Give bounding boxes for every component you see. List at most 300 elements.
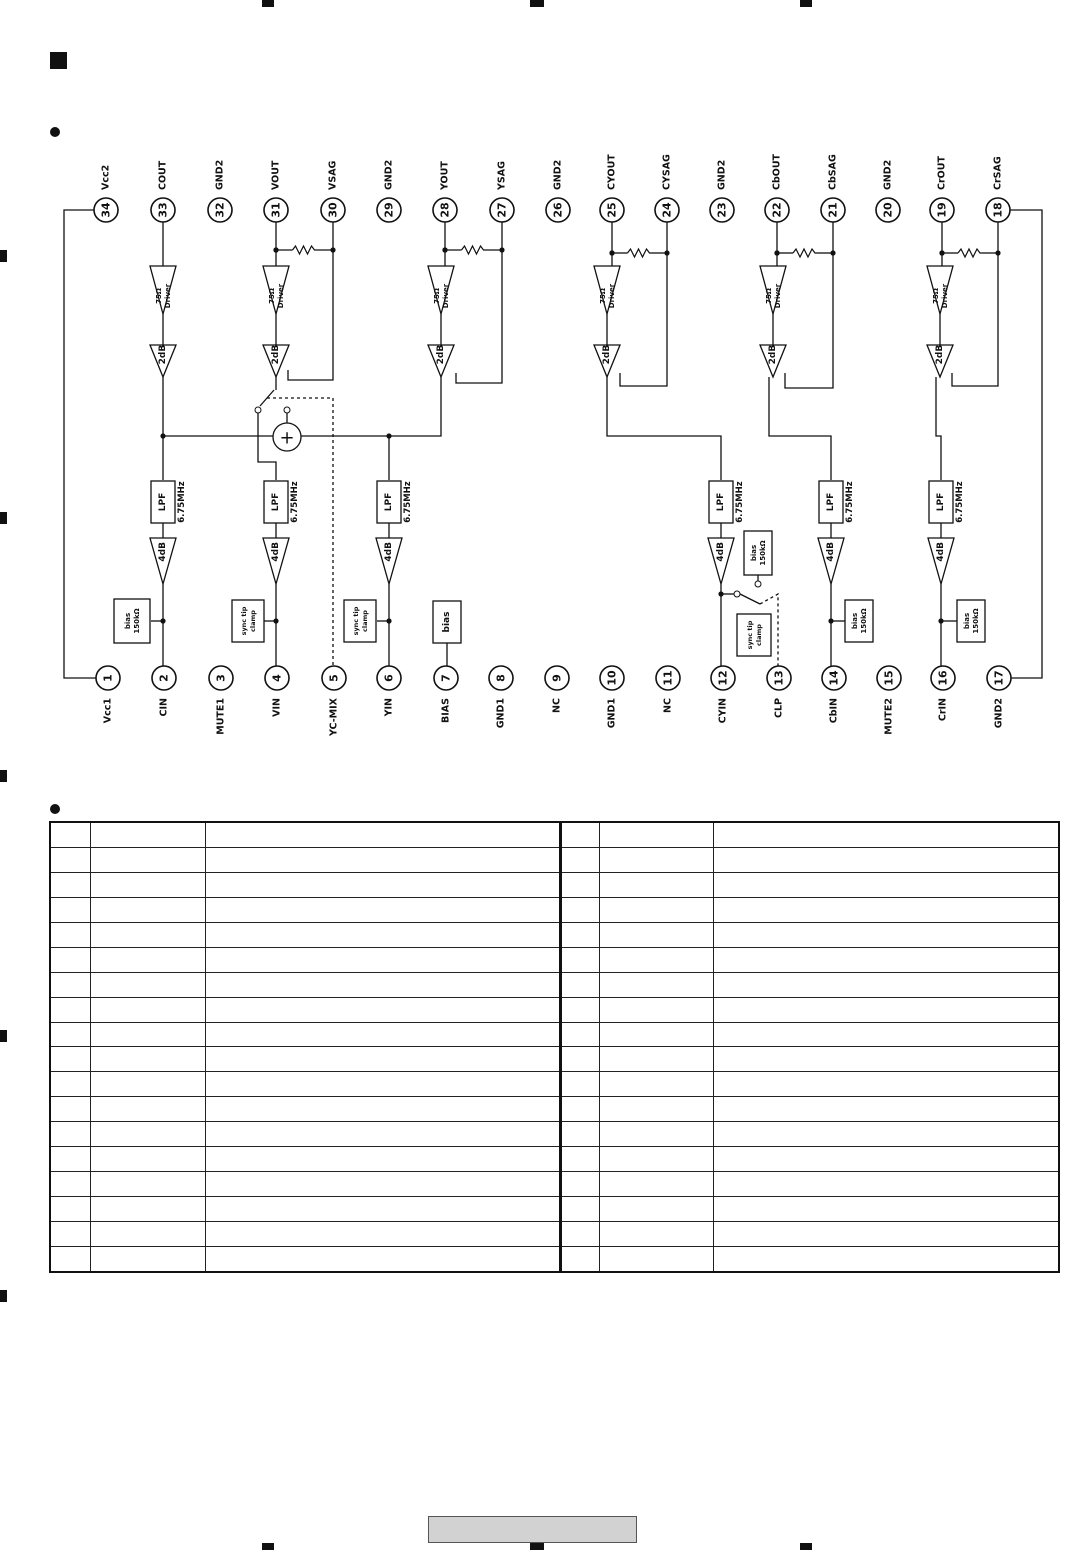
table-row <box>50 1047 1059 1072</box>
wire <box>740 594 760 604</box>
amp-2db-label: 2dB <box>436 344 446 365</box>
table-cell <box>714 1222 1060 1247</box>
section-marker <box>50 52 67 69</box>
registration-mark <box>800 1543 812 1550</box>
table-cell <box>714 1097 1060 1122</box>
clamp-block-label: clamp <box>755 624 763 646</box>
pin-number: 17 <box>992 670 1006 686</box>
lpf-label: LPF <box>716 492 726 512</box>
wire <box>288 250 333 380</box>
table-cell <box>50 897 91 922</box>
pin-label: VOUT <box>270 160 282 190</box>
table-cell <box>91 822 206 847</box>
pin-number: 19 <box>935 202 949 218</box>
junction-dot <box>330 247 335 252</box>
wire <box>952 222 998 386</box>
table-cell <box>714 947 1060 972</box>
registration-mark <box>800 0 812 7</box>
junction-dot <box>273 247 278 252</box>
driver-label: Driver <box>164 283 172 309</box>
junction-dot <box>160 618 165 623</box>
plus-icon: + <box>279 427 295 449</box>
table-row <box>50 1147 1059 1172</box>
pin-label: GND2 <box>552 159 564 190</box>
table-cell <box>50 1122 91 1147</box>
clamp-block <box>344 600 376 642</box>
pin-number: 23 <box>715 202 729 218</box>
amp-2db-label: 2dB <box>271 344 281 365</box>
pin-label: Vcc2 <box>100 164 112 190</box>
registration-mark <box>0 1030 7 1042</box>
table-cell <box>206 872 561 897</box>
table-cell <box>600 1047 714 1072</box>
table-cell <box>91 922 206 947</box>
junction-dot <box>830 250 835 255</box>
bias-block-label: bias <box>750 544 758 562</box>
table-row <box>50 972 1059 997</box>
table-cell <box>91 1246 206 1272</box>
table-cell <box>206 1022 561 1047</box>
table-row <box>50 922 1059 947</box>
driver-label: 75Ω <box>765 288 773 304</box>
pin-label: GND1 <box>495 698 507 729</box>
pin-label: VIN <box>271 698 283 717</box>
table-cell <box>600 847 714 872</box>
table-row <box>50 1222 1059 1247</box>
pin-label: YIN <box>383 698 395 717</box>
lpf-label: LPF <box>158 492 168 512</box>
driver-75ohm <box>594 266 620 314</box>
table-cell <box>714 1047 1060 1072</box>
table-cell <box>50 847 91 872</box>
switch-contact <box>755 581 761 587</box>
lpf-freq-label: 6.75MHz <box>177 481 187 523</box>
table-cell <box>714 1172 1060 1197</box>
table-cell <box>600 1246 714 1272</box>
driver-75ohm <box>150 266 176 314</box>
amp-4db-label: 4dB <box>158 542 168 562</box>
pin-label: Vcc1 <box>102 698 114 724</box>
table-cell <box>600 1097 714 1122</box>
wire <box>301 377 441 436</box>
junction-dot <box>160 433 165 438</box>
resistor <box>958 249 982 257</box>
pin-label: MUTE1 <box>215 698 227 735</box>
pin-number: 33 <box>156 202 170 218</box>
table-cell <box>600 1022 714 1047</box>
pin-number: 7 <box>439 674 453 682</box>
driver-label: Driver <box>774 283 782 309</box>
amp-2db-label: 2dB <box>935 344 945 365</box>
pin-label: CIN <box>158 698 170 717</box>
clamp-block <box>737 614 771 656</box>
pin-number: 27 <box>495 202 509 218</box>
pin-number: 30 <box>326 202 340 218</box>
table-cell <box>561 1097 600 1122</box>
components <box>114 246 1001 656</box>
wires <box>64 210 1042 678</box>
pin-number: 20 <box>881 202 895 218</box>
table-cell <box>600 897 714 922</box>
pin-number: 4 <box>270 674 284 682</box>
switch-contact <box>284 407 290 413</box>
clamp-block-label: clamp <box>361 610 369 632</box>
wire <box>258 413 276 480</box>
table-cell <box>714 822 1060 847</box>
table-cell <box>600 972 714 997</box>
driver-label: Driver <box>442 283 450 309</box>
registration-mark <box>262 0 274 7</box>
table-cell <box>600 822 714 847</box>
table-cell <box>561 847 600 872</box>
table-cell <box>206 997 561 1022</box>
table-cell <box>50 1047 91 1072</box>
table-cell <box>561 822 600 847</box>
pin-label: GND2 <box>993 698 1005 729</box>
pin-number: 5 <box>327 674 341 682</box>
junction-dot <box>499 247 504 252</box>
table-cell <box>561 1122 600 1147</box>
table-cell <box>50 872 91 897</box>
clamp-block-label: sync tip <box>746 620 754 650</box>
pin-label: GND2 <box>214 159 226 190</box>
table-cell <box>91 1197 206 1222</box>
table-row <box>50 1022 1059 1047</box>
table-cell <box>206 1122 561 1147</box>
table-cell <box>50 1097 91 1122</box>
table-cell <box>561 1197 600 1222</box>
table-cell <box>561 872 600 897</box>
table-cell <box>91 1047 206 1072</box>
table-cell <box>714 1072 1060 1097</box>
table-row <box>50 872 1059 897</box>
switch-contact <box>255 407 261 413</box>
table-cell <box>50 1222 91 1247</box>
lpf-freq-label: 6.75MHz <box>845 481 855 523</box>
table-cell <box>91 1172 206 1197</box>
table-cell <box>600 997 714 1022</box>
table-cell <box>714 1122 1060 1147</box>
driver-75ohm <box>927 266 953 314</box>
pin-label: CYSAG <box>661 154 673 190</box>
table-cell <box>561 1022 600 1047</box>
resistor <box>462 246 486 254</box>
table-cell <box>91 1072 206 1097</box>
pin-number: 8 <box>494 674 508 682</box>
lpf-freq-label: 6.75MHz <box>735 481 745 523</box>
pin-label: CYOUT <box>606 154 618 190</box>
pin-label: NC <box>662 698 674 713</box>
table-cell <box>91 897 206 922</box>
table-cell <box>561 897 600 922</box>
table-cell <box>50 1172 91 1197</box>
table-cell <box>714 1197 1060 1222</box>
pin-label: GND2 <box>383 159 395 190</box>
registration-mark <box>262 1543 274 1550</box>
table-cell <box>561 1072 600 1097</box>
table-cell <box>91 847 206 872</box>
pin-number: 15 <box>882 670 896 686</box>
bias-block <box>114 599 150 643</box>
bias-block-label: 150kΩ <box>133 608 141 634</box>
bullet-pin-table <box>50 804 60 814</box>
pin-number: 25 <box>605 202 619 218</box>
wire <box>607 377 721 480</box>
resistor <box>293 246 317 254</box>
junction-dot <box>386 618 391 623</box>
table-cell <box>714 922 1060 947</box>
table-cell <box>561 1172 600 1197</box>
pin-label: COUT <box>157 160 169 190</box>
junction-dot <box>386 433 391 438</box>
table-cell <box>50 997 91 1022</box>
table-cell <box>206 972 561 997</box>
resistor <box>793 249 817 257</box>
table-cell <box>714 897 1060 922</box>
pin-number: 31 <box>269 202 283 218</box>
pin-number: 1 <box>101 674 115 682</box>
junction-dot <box>774 250 779 255</box>
junction-dot <box>273 618 278 623</box>
table-cell <box>714 997 1060 1022</box>
clamp-block-label: sync tip <box>240 606 248 636</box>
registration-mark <box>0 1290 7 1302</box>
amp-4db-label: 4dB <box>936 542 946 562</box>
amp-2db-label: 2dB <box>158 344 168 365</box>
table-cell <box>50 822 91 847</box>
pin-label: GND2 <box>882 159 894 190</box>
block-diagram <box>0 150 1077 750</box>
junction-dot <box>995 250 1000 255</box>
pin-number: 12 <box>716 670 730 686</box>
table-cell <box>91 1122 206 1147</box>
table-cell <box>206 1047 561 1072</box>
bias-block-label: 150kΩ <box>860 608 868 634</box>
wire <box>620 222 667 386</box>
driver-75ohm <box>760 266 786 314</box>
table-cell <box>714 872 1060 897</box>
amp-4db-label: 4dB <box>716 542 726 562</box>
pin-label: CrIN <box>937 698 949 722</box>
driver-75ohm <box>428 266 454 314</box>
pin-number: 29 <box>382 202 396 218</box>
table-row <box>50 822 1059 847</box>
lpf-freq-label: 6.75MHz <box>955 481 965 523</box>
table-cell <box>50 1246 91 1272</box>
pin-number: 22 <box>770 202 784 218</box>
table-cell <box>561 1147 600 1172</box>
table-cell <box>50 972 91 997</box>
resistor <box>628 249 652 257</box>
wire <box>456 222 502 383</box>
driver-75ohm <box>263 266 289 314</box>
table-cell <box>206 1197 561 1222</box>
pin-label: CbIN <box>828 698 840 724</box>
bias-block <box>845 600 873 642</box>
pin-number: 26 <box>551 202 565 218</box>
amp-4db-label: 4dB <box>384 542 394 562</box>
table-cell <box>600 1197 714 1222</box>
table-cell <box>600 1147 714 1172</box>
pin-number: 21 <box>826 202 840 218</box>
table-cell <box>206 1147 561 1172</box>
pins <box>94 153 1011 737</box>
table-cell <box>714 1022 1060 1047</box>
bias-pin-label: bias <box>442 611 452 633</box>
table-cell <box>50 922 91 947</box>
driver-label: 75Ω <box>433 288 441 304</box>
table-row <box>50 847 1059 872</box>
pin-number: 2 <box>157 674 171 682</box>
table-cell <box>91 997 206 1022</box>
pin-number: 18 <box>991 202 1005 218</box>
table-cell <box>91 872 206 897</box>
amp-4db-label: 4dB <box>826 542 836 562</box>
table-cell <box>561 1222 600 1247</box>
lpf-label: LPF <box>936 492 946 512</box>
pin-number: 16 <box>936 670 950 686</box>
table-cell <box>50 1197 91 1222</box>
bias-block <box>744 531 772 575</box>
pin-number: 11 <box>661 670 675 686</box>
registration-mark <box>530 0 544 7</box>
pin-label: CbSAG <box>827 154 839 190</box>
table-row <box>50 1172 1059 1197</box>
pin-label: CrOUT <box>936 156 948 190</box>
table-cell <box>714 847 1060 872</box>
clamp-block-label: sync tip <box>352 606 360 636</box>
table-cell <box>91 972 206 997</box>
pin-label: MUTE2 <box>883 698 895 735</box>
pin-label: GND2 <box>716 159 728 190</box>
pin-label: YOUT <box>439 161 451 190</box>
driver-label: Driver <box>277 283 285 309</box>
junction-dot <box>938 618 943 623</box>
pin-label: YSAG <box>496 161 508 190</box>
lpf-label: LPF <box>826 492 836 512</box>
driver-label: Driver <box>941 283 949 309</box>
table-cell <box>206 847 561 872</box>
junction-dot <box>442 247 447 252</box>
pin-label: CLP <box>773 698 785 718</box>
table-cell <box>600 922 714 947</box>
driver-label: 75Ω <box>155 288 163 304</box>
bias-block-label: 150kΩ <box>759 540 767 566</box>
clamp-block <box>232 600 264 642</box>
table-cell <box>561 972 600 997</box>
table-cell <box>600 1222 714 1247</box>
pin-number: 3 <box>214 674 228 682</box>
table-cell <box>206 922 561 947</box>
junction-dot <box>664 250 669 255</box>
table-cell <box>561 997 600 1022</box>
wire <box>785 222 833 388</box>
wire <box>64 210 96 678</box>
page-number-box <box>428 1516 637 1543</box>
junction-dot <box>718 591 723 596</box>
table-cell <box>206 822 561 847</box>
pin-label: BIAS <box>440 698 452 723</box>
table-cell <box>206 947 561 972</box>
driver-label: 75Ω <box>268 288 276 304</box>
table-cell <box>50 1147 91 1172</box>
table-cell <box>561 1246 600 1272</box>
lpf-label: LPF <box>384 492 394 512</box>
wire <box>936 377 941 480</box>
registration-mark <box>530 1543 544 1550</box>
table-cell <box>91 1147 206 1172</box>
lpf-freq-label: 6.75MHz <box>403 481 413 523</box>
table-cell <box>206 1097 561 1122</box>
wire <box>769 377 831 480</box>
table-cell <box>714 972 1060 997</box>
bias-block-label: bias <box>851 612 859 630</box>
table-cell <box>50 1022 91 1047</box>
pin-number: 13 <box>772 670 786 686</box>
table-cell <box>206 1222 561 1247</box>
lpf-freq-label: 6.75MHz <box>290 481 300 523</box>
junction-dot <box>939 250 944 255</box>
bias-block-label: bias <box>124 612 132 630</box>
junction-dot <box>828 618 833 623</box>
pin-label: CrSAG <box>992 156 1004 190</box>
pin-number: 28 <box>438 202 452 218</box>
pin-label: NC <box>551 698 563 713</box>
registration-mark <box>0 770 7 782</box>
amp-2db-label: 2dB <box>768 344 778 365</box>
table-cell <box>206 1072 561 1097</box>
table-cell <box>714 1147 1060 1172</box>
table-cell <box>600 1122 714 1147</box>
table-cell <box>91 1022 206 1047</box>
pin-label: CYIN <box>717 698 729 724</box>
table-cell <box>206 897 561 922</box>
bias-block-label: 150kΩ <box>972 608 980 634</box>
table-cell <box>714 1246 1060 1272</box>
amp-4db-label: 4dB <box>271 542 281 562</box>
pin-number: 24 <box>660 202 674 218</box>
pin-number: 6 <box>382 674 396 682</box>
table-row <box>50 1122 1059 1147</box>
table-cell <box>561 1047 600 1072</box>
switch-contact <box>734 591 740 597</box>
driver-label: 75Ω <box>932 288 940 304</box>
table-row <box>50 1246 1059 1272</box>
lpf-label: LPF <box>271 492 281 512</box>
clamp-block-label: clamp <box>249 610 257 632</box>
table-row <box>50 997 1059 1022</box>
pin-number: 10 <box>605 670 619 686</box>
table-row <box>50 1097 1059 1122</box>
table-cell <box>561 922 600 947</box>
driver-label: 75Ω <box>599 288 607 304</box>
table-cell <box>600 947 714 972</box>
table-row <box>50 1197 1059 1222</box>
pin-label: CbOUT <box>771 153 783 190</box>
table-row <box>50 897 1059 922</box>
bullet-block-diagram <box>50 127 60 137</box>
pin-number: 32 <box>213 202 227 218</box>
table-cell <box>600 1172 714 1197</box>
pin-label: YC-MIX <box>328 698 340 736</box>
table-cell <box>561 947 600 972</box>
pin-number: 9 <box>550 674 564 682</box>
junction-dot <box>609 250 614 255</box>
driver-label: Driver <box>608 283 616 309</box>
table-row <box>50 947 1059 972</box>
table-cell <box>91 947 206 972</box>
table-cell <box>600 1072 714 1097</box>
